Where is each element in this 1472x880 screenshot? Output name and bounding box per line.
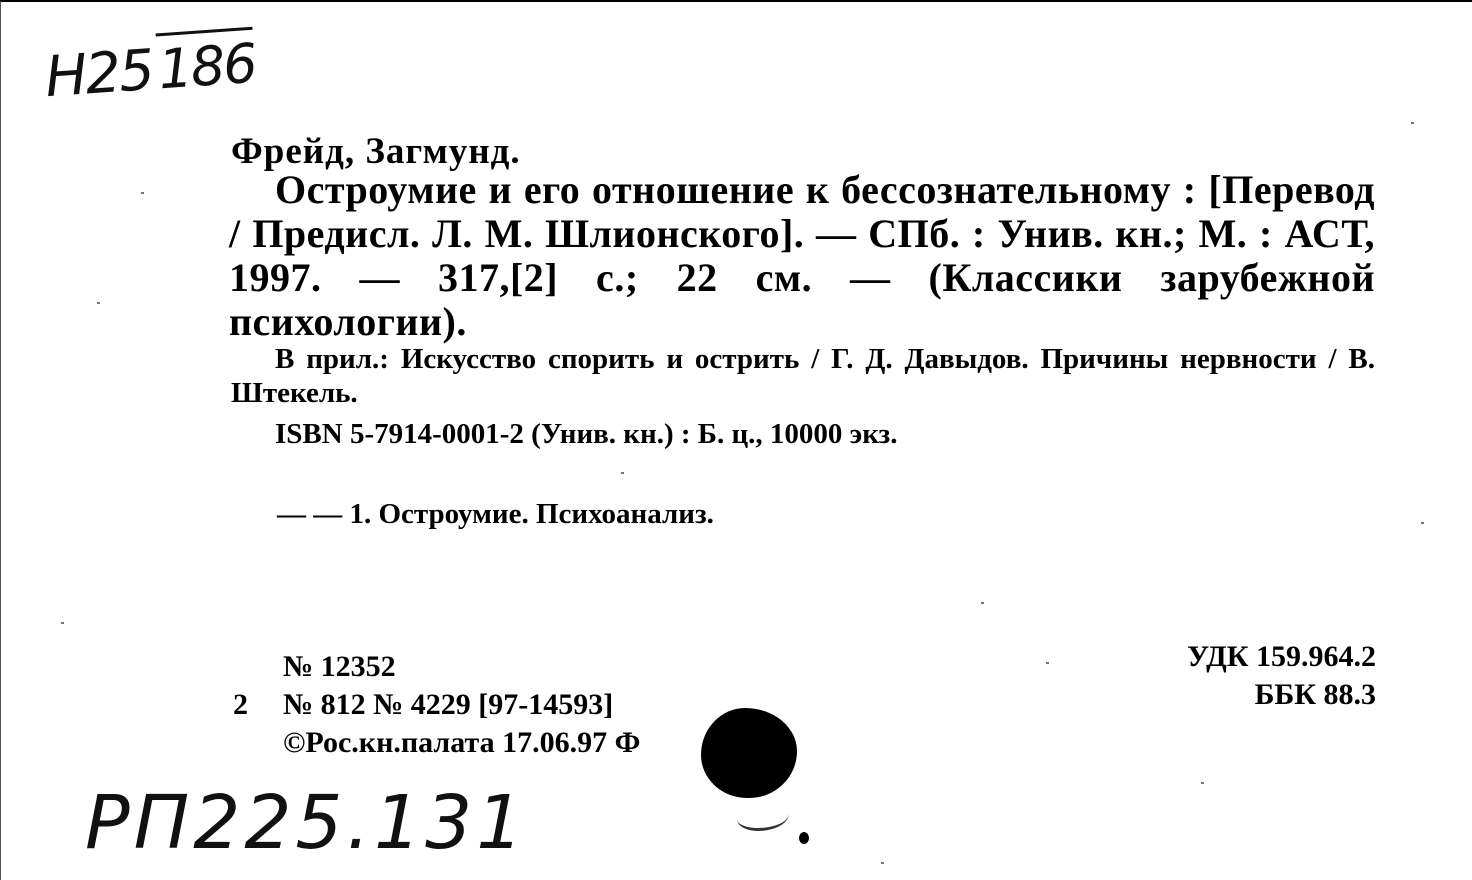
subject-heading: — — 1. Остроумие. Психоанализ. (277, 498, 714, 530)
ink-smudge (737, 802, 789, 831)
speckle (1201, 782, 1204, 784)
speckle (61, 622, 64, 624)
speckle (1046, 662, 1049, 664)
notes: В прил.: Искусство спорить и острить / Г. Д. Давыдов. Причины нервности / В. Штекель. (231, 343, 1375, 409)
registration-numbers: № 812 № 4229 [97-14593] (283, 688, 614, 721)
speckle (141, 192, 144, 194)
udk-code: УДК 159.964.2 (1187, 640, 1376, 673)
classification-block (1187, 638, 1376, 714)
speckle (97, 302, 100, 304)
registration-block (233, 648, 640, 762)
ink-blot (701, 708, 797, 798)
speckle (621, 472, 624, 474)
speckle (981, 602, 984, 604)
speckle (1421, 522, 1424, 524)
speckle (881, 862, 884, 864)
shelf-mark-bottom: РП225.131 (85, 780, 528, 866)
book-chamber-line: ©Рос.кн.палата 17.06.97 Ф (283, 726, 641, 759)
bbk-code: ББК 88.3 (1254, 678, 1376, 711)
copy-count: 2 (233, 688, 248, 721)
title-statement: Остроумие и его отношение к бессознательному : [Перевод / Предисл. Л. М. Шлионского]. — СПб. : Унив. кн.; М. : АСТ, 1997. — 317,[2] с.; 22 см. — (Классики зарубежной психологии). (229, 167, 1375, 344)
shelf-mark-top-main: Н25 (43, 37, 155, 111)
author-heading: Фрейд, Загмунд. (231, 131, 521, 172)
isbn-line: ISBN 5-7914-0001-2 (Унив. кн.) : Б. ц., 10000 экз. (275, 418, 898, 450)
speckle (1411, 122, 1414, 124)
shelf-mark-top-sup: 186 (156, 27, 258, 102)
ink-dot (799, 832, 809, 844)
registration-number: № 12352 (283, 650, 396, 683)
shelf-mark-top (43, 27, 258, 111)
